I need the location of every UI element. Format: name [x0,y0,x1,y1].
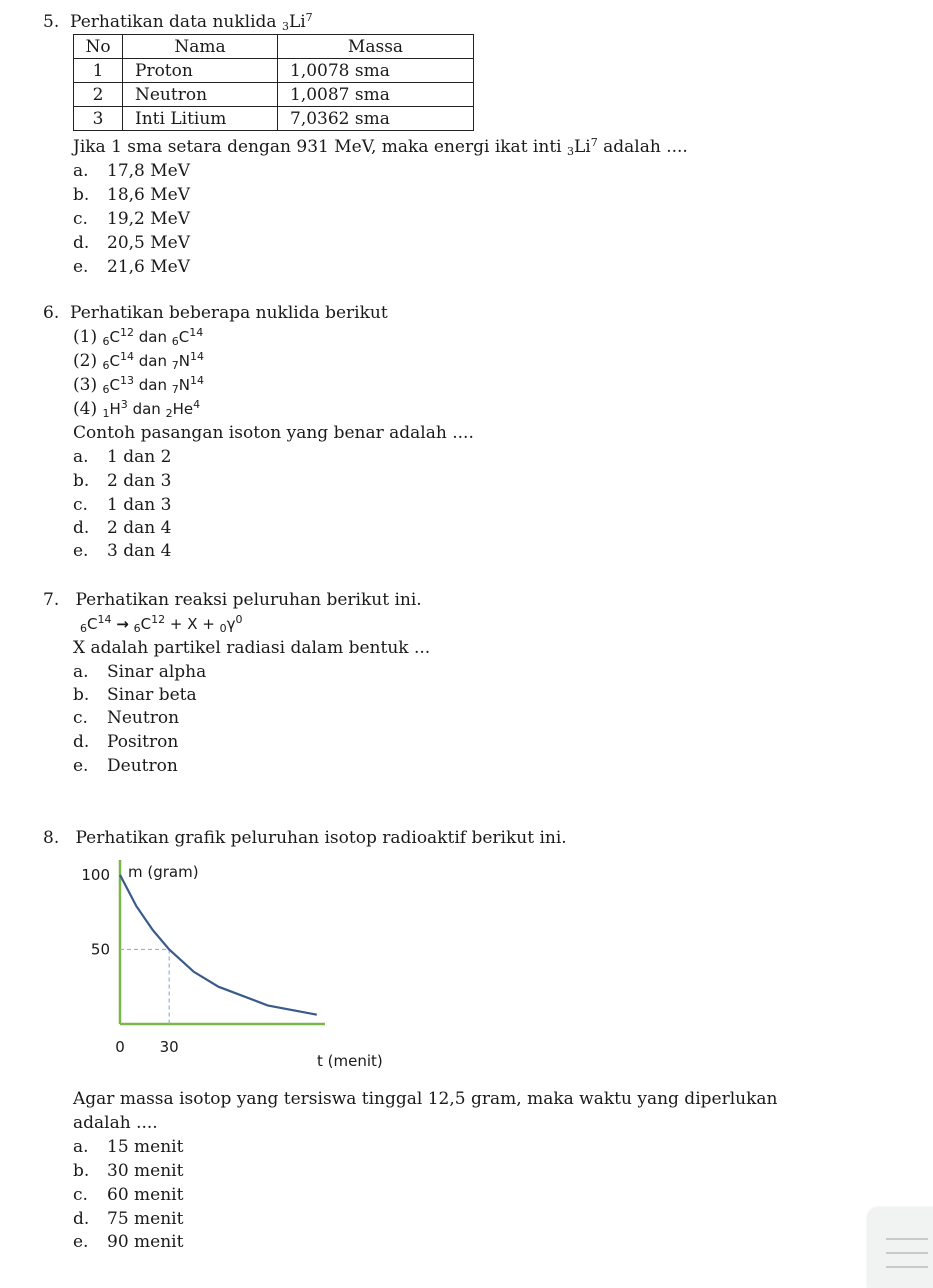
y-tick-label-50: 50 [90,940,110,959]
q7-option-e[interactable]: e. Deutron [73,756,178,776]
menu-line-icon [886,1266,928,1268]
q6-pair-4: (4) $_1H^3$ dan $_2He^4$ [73,398,201,420]
q8-heading [43,826,567,850]
table-header-row [74,35,474,59]
table-cell-massa: 1,0078 sma [278,59,474,83]
q5-nuclide: $_3Li^7$ [281,11,313,33]
q6-option-e[interactable]: e. 3 dan 4 [73,541,172,561]
q8-intro: Perhatikan grafik peluruhan isotop radioaktif berikut ini. [75,828,567,848]
q5-option-b[interactable]: b. 18,6 MeV [73,185,190,205]
q6-intro: Perhatikan beberapa nuklida berikut [70,303,388,323]
q7-option-a[interactable]: a. Sinar alpha [73,662,207,682]
table-row [74,83,474,107]
table-row [74,107,474,131]
q5-heading [43,10,313,34]
q5-option-d[interactable]: d. 20,5 MeV [73,233,190,253]
table-header-no: No [74,35,123,59]
q7-option-d[interactable]: d. Positron [73,732,179,752]
table-cell-massa: 1,0087 sma [278,83,474,107]
y-axis-label: m (gram) [128,863,199,881]
q6-question: Contoh pasangan isoton yang benar adalah .... [73,423,474,443]
scroll-handle[interactable] [868,1208,933,1288]
q8-option-c[interactable]: c. 60 menit [73,1185,184,1205]
y-tick-label-100: 100 [81,865,110,884]
q5-option-c[interactable]: c. 19,2 MeV [73,209,190,229]
q6-option-d[interactable]: d. 2 dan 4 [73,518,172,538]
q7-question: X adalah partikel radiasi dalam bentuk ... [73,638,431,658]
table-header-nama: Nama [123,35,278,59]
q8-number: 8. [43,828,60,848]
q7-reaction-equation: $_6C^{14} \to _6C^{12} + X + _0\gamma^0$ [80,613,243,635]
q5-question: Jika 1 sma setara dengan 931 MeV, maka energi ikat inti $_3Li^7$ adalah .... [73,136,688,158]
x-tick-label-0: 0 [115,1038,125,1056]
q8-option-a[interactable]: a. 15 menit [73,1137,184,1157]
q7-heading [43,588,422,612]
q6-option-b[interactable]: b. 2 dan 3 [73,471,172,491]
q5-question-nuclide: $_3Li^7$ [567,136,598,158]
x-axis-label: t (menit) [317,1052,383,1070]
q5-option-e[interactable]: e. 21,6 MeV [73,257,190,277]
q5-intro: Perhatikan data nuklida [70,12,277,32]
q7-option-c[interactable]: c. Neutron [73,708,180,728]
q8-option-b[interactable]: b. 30 menit [73,1161,184,1181]
table-cell-nama: Inti Litium [123,107,278,131]
q6-pair-3: (3) $_6C^{13}$ dan $_7N^{14}$ [73,374,205,396]
table-cell-nama: Neutron [123,83,278,107]
q7-option-b[interactable]: b. Sinar beta [73,685,197,705]
q7-intro: Perhatikan reaksi peluruhan berikut ini. [75,590,422,610]
q6-option-a[interactable]: a. 1 dan 2 [73,447,172,467]
table-cell-no: 2 [74,83,123,107]
q5-number: 5. [43,12,60,32]
table-cell-no: 3 [74,107,123,131]
q6-pair-2: (2) $_6C^{14}$ dan $_7N^{14}$ [73,350,205,372]
decay-curve [120,875,317,1015]
q5-option-a[interactable]: a. 17,8 MeV [73,161,190,181]
q8-question-line-2: adalah .... [73,1113,158,1133]
table-cell-no: 1 [74,59,123,83]
menu-line-icon [886,1252,928,1254]
x-tick-label-30: 30 [159,1038,179,1056]
q7-number: 7. [43,590,60,610]
menu-line-icon [886,1238,928,1240]
q8-question-line-1: Agar massa isotop yang tersiswa tinggal 12,5 gram, maka waktu yang diperlukan [73,1089,778,1109]
q8-option-d[interactable]: d. 75 menit [73,1209,184,1229]
nuclide-data-table [73,34,474,131]
table-row [74,59,474,83]
q6-pair-1: (1) $_6C^{12}$ dan $_6C^{14}$ [73,326,204,348]
q8-option-e[interactable]: e. 90 menit [73,1232,184,1252]
decay-chart [60,850,420,1075]
reaction-arrow-icon: → [116,615,129,633]
table-cell-massa: 7,0362 sma [278,107,474,131]
table-header-massa: Massa [278,35,474,59]
table-cell-nama: Proton [123,59,278,83]
q6-option-c[interactable]: c. 1 dan 3 [73,495,172,515]
q6-heading [43,301,388,325]
q6-number: 6. [43,303,60,323]
